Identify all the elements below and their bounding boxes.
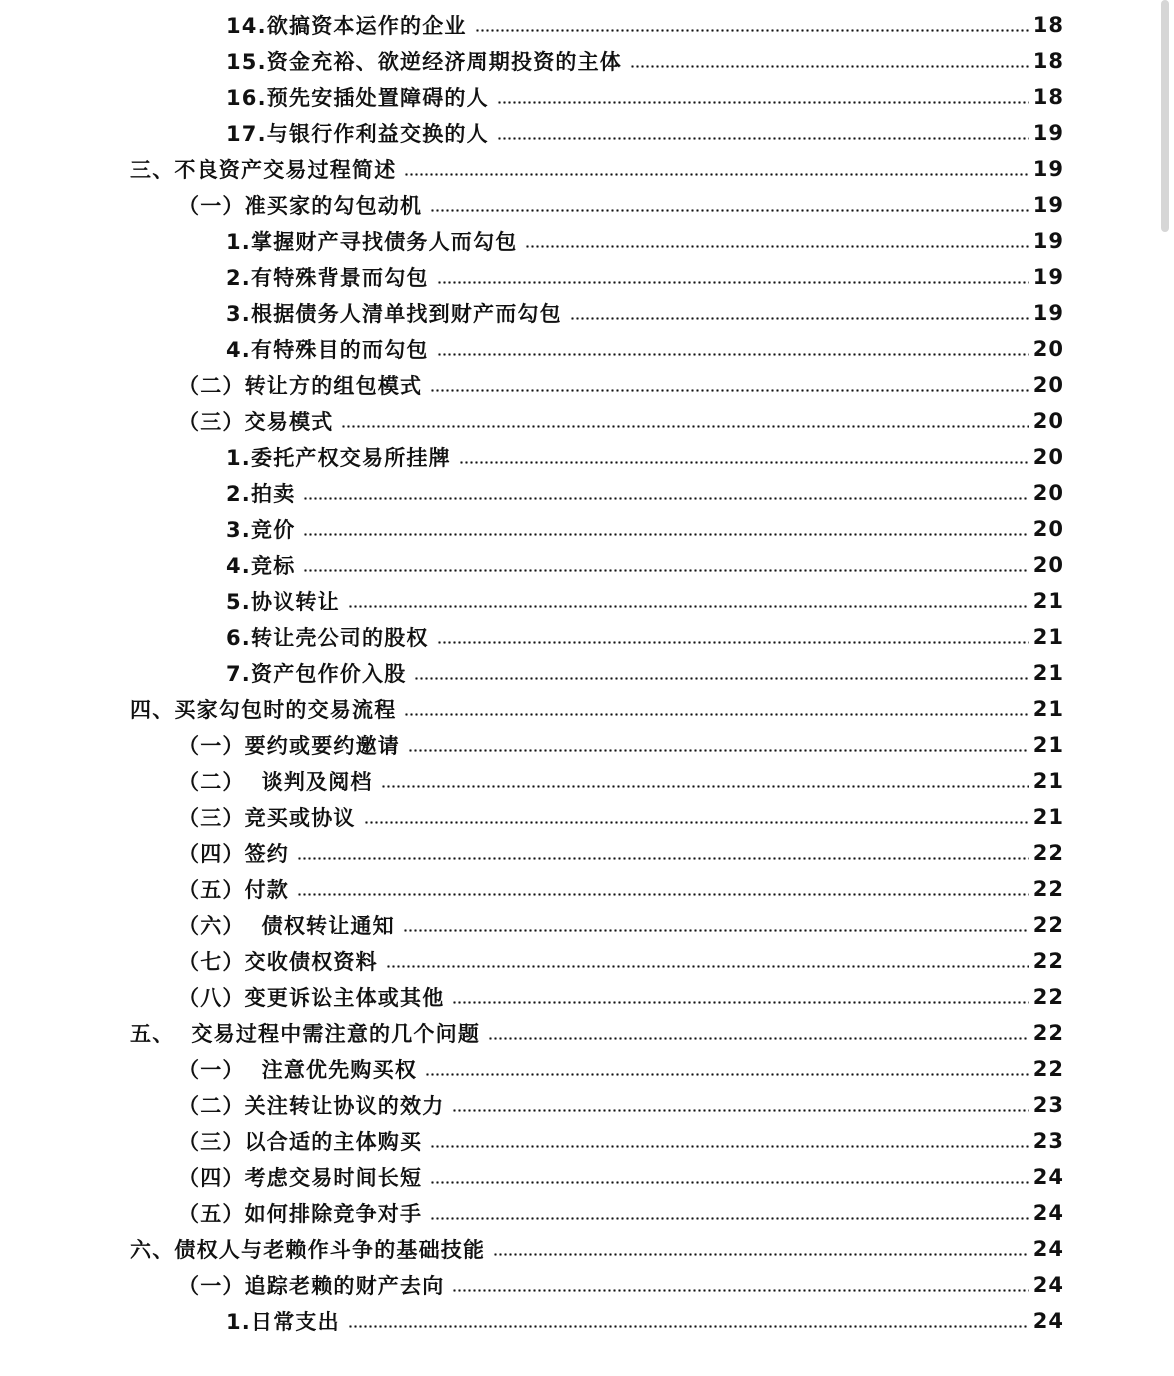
toc-entry-title: （四）考虑交易时间长短: [178, 1166, 423, 1190]
toc-entry[interactable]: [0, 331, 1174, 367]
toc-entry-page-number: 19: [1032, 229, 1064, 253]
toc-entry-title: 7.资产包作价入股: [226, 662, 407, 686]
toc-entry-page-number: 22: [1032, 877, 1064, 901]
toc-entry-page-number: 19: [1032, 121, 1064, 145]
toc-entry[interactable]: [0, 439, 1174, 475]
toc-entry-title: 6.转让壳公司的股权: [226, 626, 429, 650]
dot-leader: [452, 1289, 1028, 1292]
toc-entry-title: （四）签约: [178, 842, 289, 866]
dot-leader: [430, 389, 1029, 392]
toc-entry-page-number: 24: [1032, 1237, 1064, 1261]
toc-entry-title: 六、债权人与老赖作斗争的基础技能: [130, 1238, 486, 1262]
toc-entry-page-number: 21: [1032, 625, 1064, 649]
toc-entry[interactable]: [0, 79, 1174, 115]
toc-entry-page-number: 20: [1032, 409, 1064, 433]
dot-leader: [497, 137, 1029, 140]
toc-entry-title: 四、买家勾包时的交易流程: [130, 698, 397, 722]
dot-leader: [303, 497, 1028, 500]
toc-entry[interactable]: [0, 763, 1174, 799]
toc-entry-title: （一）要约或要约邀请: [178, 734, 400, 758]
toc-entry-title: （五）如何排除竞争对手: [178, 1202, 423, 1226]
toc-entry-page-number: 21: [1032, 769, 1064, 793]
scrollbar[interactable]: [1161, 0, 1169, 232]
toc-entry-title: （八）变更诉讼主体或其他: [178, 986, 445, 1010]
toc-entry-page-number: 19: [1032, 157, 1064, 181]
toc-entry-title: （一）准买家的勾包动机: [178, 194, 423, 218]
toc-entry-page-number: 20: [1032, 373, 1064, 397]
toc-entry-title: （三）以合适的主体购买: [178, 1130, 423, 1154]
toc-entry[interactable]: [0, 223, 1174, 259]
toc-entry-page-number: 22: [1032, 1021, 1064, 1045]
dot-leader: [303, 569, 1028, 572]
toc-entry-title: 17.与银行作利益交换的人: [226, 122, 489, 146]
dot-leader: [364, 821, 1029, 824]
toc-entry[interactable]: [0, 871, 1174, 907]
toc-entry-title: 4.有特殊目的而勾包: [226, 338, 429, 362]
dot-leader: [404, 173, 1028, 176]
dot-leader: [430, 209, 1029, 212]
toc-entry[interactable]: [0, 835, 1174, 871]
toc-entry-title: 2.有特殊背景而勾包: [226, 266, 429, 290]
toc-entry[interactable]: [0, 547, 1174, 583]
toc-entry-title: （一） 注意优先购买权: [178, 1058, 418, 1082]
toc-entry[interactable]: [0, 1267, 1174, 1303]
toc-entry[interactable]: [0, 979, 1174, 1015]
dot-leader: [381, 785, 1029, 788]
toc-entry-page-number: 20: [1032, 481, 1064, 505]
toc-entry[interactable]: [0, 619, 1174, 655]
toc-entry-title: （一）追踪老赖的财产去向: [178, 1274, 445, 1298]
toc-entry[interactable]: [0, 943, 1174, 979]
toc-entry[interactable]: [0, 187, 1174, 223]
toc-entry-title: 1.掌握财产寻找债务人而勾包: [226, 230, 518, 254]
toc-entry-page-number: 19: [1032, 193, 1064, 217]
dot-leader: [386, 965, 1029, 968]
dot-leader: [297, 857, 1029, 860]
toc-entry[interactable]: [0, 259, 1174, 295]
toc-entry[interactable]: [0, 475, 1174, 511]
dot-leader: [341, 425, 1028, 428]
toc-entry-page-number: 22: [1032, 985, 1064, 1009]
toc-entry-page-number: 24: [1032, 1309, 1064, 1333]
dot-leader: [303, 533, 1028, 536]
dot-leader: [459, 461, 1029, 464]
toc-entry-page-number: 18: [1032, 13, 1064, 37]
dot-leader: [570, 317, 1029, 320]
toc-entry-title: 1.委托产权交易所挂牌: [226, 446, 451, 470]
toc-entry[interactable]: [0, 367, 1174, 403]
toc-entry[interactable]: [0, 1051, 1174, 1087]
toc-entry[interactable]: [0, 295, 1174, 331]
toc-entry-title: 1.日常支出: [226, 1310, 340, 1334]
table-of-contents: [0, 7, 1174, 1339]
toc-entry-page-number: 21: [1032, 697, 1064, 721]
dot-leader: [430, 1181, 1029, 1184]
toc-entry-title: 4.竞标: [226, 554, 296, 578]
dot-leader: [348, 1325, 1029, 1328]
toc-entry-title: 2.拍卖: [226, 482, 296, 506]
toc-entry-title: 15.资金充裕、欲逆经济周期投资的主体: [226, 50, 622, 74]
toc-entry[interactable]: [0, 43, 1174, 79]
dot-leader: [437, 281, 1029, 284]
dot-leader: [497, 101, 1029, 104]
toc-entry-title: 3.根据债务人清单找到财产而勾包: [226, 302, 562, 326]
dot-leader: [403, 929, 1029, 932]
toc-entry-page-number: 20: [1032, 337, 1064, 361]
toc-entry-page-number: 23: [1032, 1129, 1064, 1153]
dot-leader: [475, 29, 1029, 32]
toc-entry-title: （三）竞买或协议: [178, 806, 356, 830]
dot-leader: [488, 1037, 1029, 1040]
toc-entry-title: 3.竞价: [226, 518, 296, 542]
toc-entry[interactable]: [0, 1195, 1174, 1231]
dot-leader: [430, 1145, 1029, 1148]
toc-entry[interactable]: [0, 907, 1174, 943]
dot-leader: [408, 749, 1029, 752]
toc-entry-title: 5.协议转让: [226, 590, 340, 614]
toc-entry-page-number: 19: [1032, 265, 1064, 289]
toc-entry[interactable]: [0, 511, 1174, 547]
toc-entry[interactable]: [0, 1015, 1174, 1051]
dot-leader: [437, 641, 1029, 644]
toc-entry-page-number: 24: [1032, 1165, 1064, 1189]
toc-entry-page-number: 18: [1032, 49, 1064, 73]
toc-entry-title: 16.预先安插处置障碍的人: [226, 86, 489, 110]
toc-entry[interactable]: [0, 1303, 1174, 1339]
toc-entry-title: 14.欲搞资本运作的企业: [226, 14, 467, 38]
dot-leader: [297, 893, 1029, 896]
toc-entry-page-number: 21: [1032, 661, 1064, 685]
toc-entry[interactable]: [0, 7, 1174, 43]
dot-leader: [452, 1001, 1028, 1004]
toc-entry[interactable]: [0, 1231, 1174, 1267]
toc-entry-page-number: 19: [1032, 301, 1064, 325]
toc-entry-page-number: 22: [1032, 841, 1064, 865]
toc-entry[interactable]: [0, 655, 1174, 691]
toc-entry[interactable]: [0, 799, 1174, 835]
toc-entry[interactable]: [0, 1159, 1174, 1195]
toc-entry-page-number: 22: [1032, 949, 1064, 973]
toc-entry-page-number: 20: [1032, 553, 1064, 577]
toc-entry-page-number: 21: [1032, 733, 1064, 757]
toc-entry-page-number: 21: [1032, 805, 1064, 829]
toc-entry-title: （二）转让方的组包模式: [178, 374, 423, 398]
toc-entry-title: （二）关注转让协议的效力: [178, 1094, 445, 1118]
toc-entry-title: 三、不良资产交易过程简述: [130, 158, 397, 182]
toc-entry[interactable]: [0, 1123, 1174, 1159]
dot-leader: [430, 1217, 1029, 1220]
toc-entry-title: （五）付款: [178, 878, 289, 902]
toc-entry-page-number: 22: [1032, 913, 1064, 937]
dot-leader: [493, 1253, 1029, 1256]
dot-leader: [525, 245, 1028, 248]
dot-leader: [437, 353, 1029, 356]
toc-entry[interactable]: [0, 1087, 1174, 1123]
toc-entry[interactable]: [0, 115, 1174, 151]
toc-entry[interactable]: [0, 151, 1174, 187]
toc-entry-page-number: 18: [1032, 85, 1064, 109]
toc-entry-page-number: 23: [1032, 1093, 1064, 1117]
toc-entry-title: 五、 交易过程中需注意的几个问题: [130, 1022, 481, 1046]
toc-entry[interactable]: [0, 727, 1174, 763]
toc-entry[interactable]: [0, 583, 1174, 619]
toc-entry[interactable]: [0, 403, 1174, 439]
toc-entry-page-number: 20: [1032, 445, 1064, 469]
dot-leader: [414, 677, 1028, 680]
toc-entry-page-number: 21: [1032, 589, 1064, 613]
dot-leader: [452, 1109, 1028, 1112]
toc-entry[interactable]: [0, 691, 1174, 727]
toc-entry-title: （七）交收债权资料: [178, 950, 378, 974]
toc-entry-title: （二） 谈判及阅档: [178, 770, 373, 794]
toc-entry-page-number: 24: [1032, 1273, 1064, 1297]
toc-entry-page-number: 20: [1032, 517, 1064, 541]
toc-entry-page-number: 24: [1032, 1201, 1064, 1225]
dot-leader: [404, 713, 1028, 716]
dot-leader: [630, 65, 1029, 68]
toc-entry-title: （三）交易模式: [178, 410, 334, 434]
dot-leader: [348, 605, 1029, 608]
dot-leader: [425, 1073, 1029, 1076]
toc-entry-page-number: 22: [1032, 1057, 1064, 1081]
toc-entry-title: （六） 债权转让通知: [178, 914, 395, 938]
